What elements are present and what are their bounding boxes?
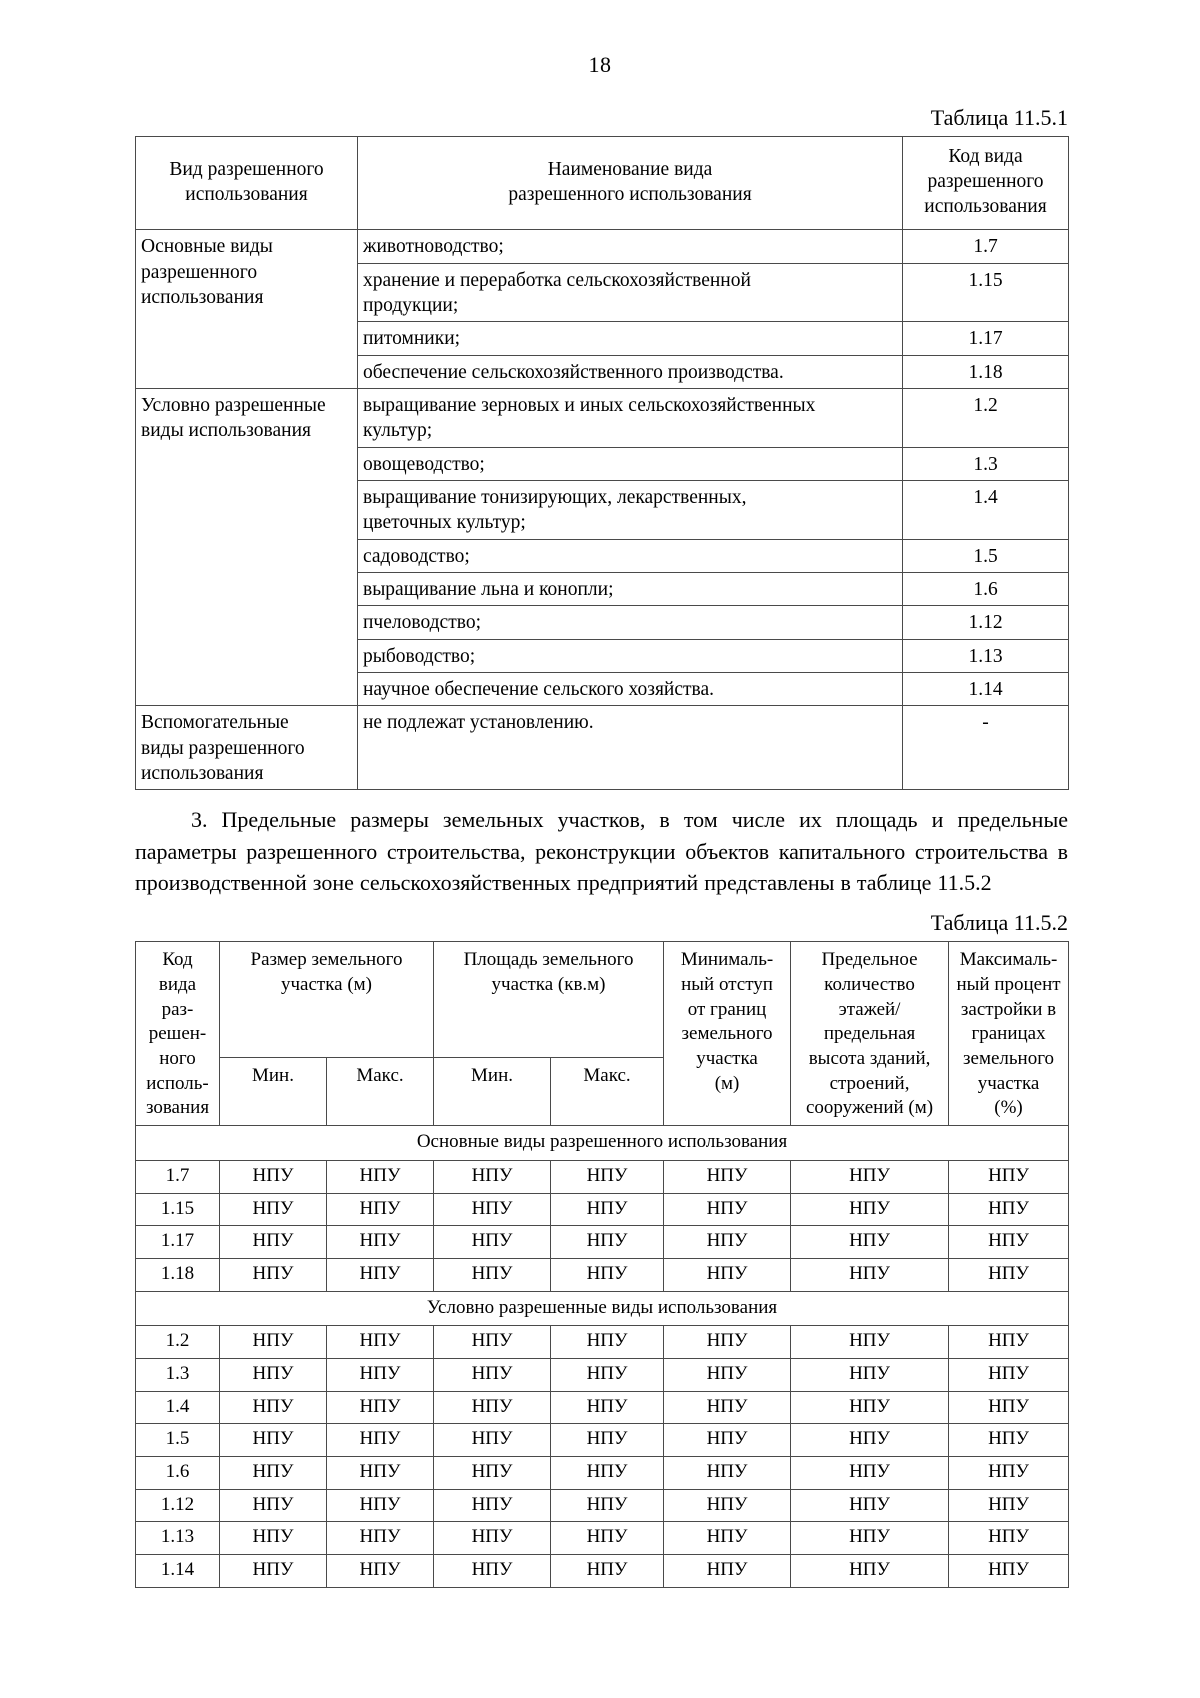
header-max-floors: Предельное количество этажей/ предельная высота зданий, строений, сооружений (м) xyxy=(791,942,949,1126)
cell-size-min: НПУ xyxy=(220,1391,327,1424)
cell-size-min: НПУ xyxy=(220,1522,327,1555)
header-area-min: Мин. xyxy=(434,1057,551,1125)
use-name-cell: обеспечение сельскохозяйственного производства. xyxy=(358,355,903,388)
table-row xyxy=(136,1160,1069,1193)
row-code: 1.18 xyxy=(136,1258,220,1291)
cell-size-max: НПУ xyxy=(327,1258,434,1291)
header-use-type: Вид разрешенного использования xyxy=(136,137,358,230)
cell-size-max: НПУ xyxy=(327,1391,434,1424)
cell-floors: НПУ xyxy=(791,1160,949,1193)
cell-floors: НПУ xyxy=(791,1489,949,1522)
cell-size-max: НПУ xyxy=(327,1358,434,1391)
cell-floors: НПУ xyxy=(791,1391,949,1424)
cell-size-max: НПУ xyxy=(327,1160,434,1193)
section-title-main: Основные виды разрешенного использования xyxy=(136,1126,1069,1161)
cell-area-max: НПУ xyxy=(551,1226,664,1259)
cell-size-max: НПУ xyxy=(327,1555,434,1588)
cell-size-min: НПУ xyxy=(220,1555,327,1588)
cell-setback: НПУ xyxy=(664,1160,791,1193)
cell-floors: НПУ xyxy=(791,1522,949,1555)
cell-area-max: НПУ xyxy=(551,1391,664,1424)
header-max-coverage: Максималь- ный процент застройки в границах земельного участка (%) xyxy=(949,942,1069,1126)
row-code: 1.6 xyxy=(136,1457,220,1490)
cell-coverage: НПУ xyxy=(949,1391,1069,1424)
use-code-cell: 1.18 xyxy=(903,355,1069,388)
table-row xyxy=(136,1193,1069,1226)
cell-area-min: НПУ xyxy=(434,1555,551,1588)
cell-size-min: НПУ xyxy=(220,1226,327,1259)
cell-area-min: НПУ xyxy=(434,1160,551,1193)
cell-size-max: НПУ xyxy=(327,1424,434,1457)
cell-coverage: НПУ xyxy=(949,1258,1069,1291)
row-code: 1.5 xyxy=(136,1424,220,1457)
row-code: 1.7 xyxy=(136,1160,220,1193)
cell-area-min: НПУ xyxy=(434,1193,551,1226)
cell-area-max: НПУ xyxy=(551,1555,664,1588)
use-code-cell: 1.4 xyxy=(903,480,1069,539)
use-name-cell: овощеводство; xyxy=(358,447,903,480)
cell-area-min: НПУ xyxy=(434,1358,551,1391)
table-row xyxy=(136,230,1069,263)
cell-size-max: НПУ xyxy=(327,1522,434,1555)
use-code-cell: 1.7 xyxy=(903,230,1069,263)
cell-size-min: НПУ xyxy=(220,1358,327,1391)
cell-size-min: НПУ xyxy=(220,1258,327,1291)
permitted-use-table xyxy=(135,136,1069,790)
cell-size-min: НПУ xyxy=(220,1326,327,1359)
use-name-cell: садоводство; xyxy=(358,539,903,572)
cell-coverage: НПУ xyxy=(949,1358,1069,1391)
cell-setback: НПУ xyxy=(664,1358,791,1391)
table-row xyxy=(136,1555,1069,1588)
table-2-section-header xyxy=(136,1291,1069,1326)
use-code-cell: 1.13 xyxy=(903,639,1069,672)
row-code: 1.13 xyxy=(136,1522,220,1555)
header-use-code: Код вида разрешенного использования xyxy=(903,137,1069,230)
cell-size-min: НПУ xyxy=(220,1160,327,1193)
table-1-body xyxy=(136,137,1069,790)
header-size-min: Мин. xyxy=(220,1057,327,1125)
header-size-max: Макс. xyxy=(327,1057,434,1125)
cell-size-max: НПУ xyxy=(327,1193,434,1226)
table-row xyxy=(136,1522,1069,1555)
use-code-cell: - xyxy=(903,706,1069,790)
cell-coverage: НПУ xyxy=(949,1160,1069,1193)
cell-floors: НПУ xyxy=(791,1193,949,1226)
cell-area-max: НПУ xyxy=(551,1326,664,1359)
header-min-setback: Минималь- ный отступ от границ земельного участка (м) xyxy=(664,942,791,1126)
use-name-cell: выращивание льна и конопли; xyxy=(358,572,903,605)
cell-area-min: НПУ xyxy=(434,1424,551,1457)
cell-area-max: НПУ xyxy=(551,1193,664,1226)
cell-coverage: НПУ xyxy=(949,1193,1069,1226)
cell-area-min: НПУ xyxy=(434,1489,551,1522)
row-code: 1.15 xyxy=(136,1193,220,1226)
row-code: 1.17 xyxy=(136,1226,220,1259)
cell-area-max: НПУ xyxy=(551,1489,664,1522)
use-name-cell: пчеловодство; xyxy=(358,606,903,639)
use-code-cell: 1.2 xyxy=(903,388,1069,447)
cell-coverage: НПУ xyxy=(949,1226,1069,1259)
cell-area-max: НПУ xyxy=(551,1424,664,1457)
use-name-cell: выращивание зерновых и иных сельскохозяйственных культур; xyxy=(358,388,903,447)
cell-setback: НПУ xyxy=(664,1391,791,1424)
cell-area-min: НПУ xyxy=(434,1457,551,1490)
cell-floors: НПУ xyxy=(791,1457,949,1490)
table-2-section-header xyxy=(136,1126,1069,1161)
cell-setback: НПУ xyxy=(664,1193,791,1226)
table-1-caption: Таблица 11.5.1 xyxy=(930,105,1068,130)
table-row xyxy=(136,1489,1069,1522)
use-name-cell: животноводство; xyxy=(358,230,903,263)
cell-floors: НПУ xyxy=(791,1555,949,1588)
cell-size-min: НПУ xyxy=(220,1489,327,1522)
cell-size-max: НПУ xyxy=(327,1326,434,1359)
cell-floors: НПУ xyxy=(791,1258,949,1291)
use-type-cell: Основные виды разрешенного использования xyxy=(136,230,358,389)
page-content xyxy=(135,105,1068,1588)
row-code: 1.12 xyxy=(136,1489,220,1522)
cell-coverage: НПУ xyxy=(949,1424,1069,1457)
cell-setback: НПУ xyxy=(664,1258,791,1291)
cell-size-min: НПУ xyxy=(220,1193,327,1226)
cell-setback: НПУ xyxy=(664,1457,791,1490)
cell-setback: НПУ xyxy=(664,1555,791,1588)
use-code-cell: 1.17 xyxy=(903,322,1069,355)
use-name-cell: не подлежат установлению. xyxy=(358,706,903,790)
cell-setback: НПУ xyxy=(664,1489,791,1522)
table-2-header-row-1 xyxy=(136,942,1069,1058)
cell-size-min: НПУ xyxy=(220,1457,327,1490)
cell-area-min: НПУ xyxy=(434,1258,551,1291)
table-2-body xyxy=(136,942,1069,1587)
cell-coverage: НПУ xyxy=(949,1489,1069,1522)
cell-coverage: НПУ xyxy=(949,1522,1069,1555)
cell-size-min: НПУ xyxy=(220,1424,327,1457)
table-row xyxy=(136,1391,1069,1424)
limit-parameters-table xyxy=(135,941,1069,1587)
use-name-cell: рыбоводство; xyxy=(358,639,903,672)
use-code-cell: 1.6 xyxy=(903,572,1069,605)
table-row xyxy=(136,388,1069,447)
cell-setback: НПУ xyxy=(664,1226,791,1259)
table-row xyxy=(136,1358,1069,1391)
use-code-cell: 1.15 xyxy=(903,263,1069,322)
use-type-cell: Вспомогательные виды разрешенного использования xyxy=(136,706,358,790)
cell-area-max: НПУ xyxy=(551,1522,664,1555)
use-code-cell: 1.5 xyxy=(903,539,1069,572)
use-code-cell: 1.12 xyxy=(903,606,1069,639)
cell-coverage: НПУ xyxy=(949,1555,1069,1588)
row-code: 1.3 xyxy=(136,1358,220,1391)
cell-area-min: НПУ xyxy=(434,1226,551,1259)
table-row xyxy=(136,1258,1069,1291)
cell-floors: НПУ xyxy=(791,1326,949,1359)
row-code: 1.14 xyxy=(136,1555,220,1588)
cell-area-max: НПУ xyxy=(551,1358,664,1391)
cell-floors: НПУ xyxy=(791,1358,949,1391)
cell-size-max: НПУ xyxy=(327,1457,434,1490)
row-code: 1.4 xyxy=(136,1391,220,1424)
cell-area-min: НПУ xyxy=(434,1522,551,1555)
table-row xyxy=(136,706,1069,790)
section-title-conditional: Условно разрешенные виды использования xyxy=(136,1291,1069,1326)
page-number: 18 xyxy=(588,52,612,77)
use-type-cell: Условно разрешенные виды использования xyxy=(136,388,358,705)
cell-coverage: НПУ xyxy=(949,1326,1069,1359)
cell-area-min: НПУ xyxy=(434,1391,551,1424)
table-1-header-row xyxy=(136,137,1069,230)
use-code-cell: 1.3 xyxy=(903,447,1069,480)
cell-area-max: НПУ xyxy=(551,1160,664,1193)
cell-floors: НПУ xyxy=(791,1226,949,1259)
cell-coverage: НПУ xyxy=(949,1457,1069,1490)
header-plot-area-group: Площадь земельного участка (кв.м) xyxy=(434,942,664,1058)
cell-floors: НПУ xyxy=(791,1424,949,1457)
paragraph-3: 3. Предельные размеры земельных участков, в том числе их площадь и предельные параметры разрешенного строительства, реконструкции объектов капитального строительства в производственной зоне сельскохозяйственных предприятий представлены в таблице 11.5.2 xyxy=(135,807,1068,895)
cell-area-max: НПУ xyxy=(551,1457,664,1490)
use-code-cell: 1.14 xyxy=(903,672,1069,705)
header-use-name: Наименование вида разрешенного использования xyxy=(358,137,903,230)
use-name-cell: питомники; xyxy=(358,322,903,355)
table-row xyxy=(136,1424,1069,1457)
header-code: Код вида раз- решен- ного исполь- зования xyxy=(136,942,220,1126)
cell-setback: НПУ xyxy=(664,1424,791,1457)
cell-setback: НПУ xyxy=(664,1326,791,1359)
table-row xyxy=(136,1326,1069,1359)
cell-size-max: НПУ xyxy=(327,1226,434,1259)
cell-size-max: НПУ xyxy=(327,1489,434,1522)
row-code: 1.2 xyxy=(136,1326,220,1359)
use-name-cell: выращивание тонизирующих, лекарственных, цветочных культур; xyxy=(358,480,903,539)
use-name-cell: научное обеспечение сельского хозяйства. xyxy=(358,672,903,705)
cell-setback: НПУ xyxy=(664,1522,791,1555)
use-name-cell: хранение и переработка сельскохозяйственной продукции; xyxy=(358,263,903,322)
header-area-max: Макс. xyxy=(551,1057,664,1125)
cell-area-min: НПУ xyxy=(434,1326,551,1359)
cell-area-max: НПУ xyxy=(551,1258,664,1291)
table-row xyxy=(136,1457,1069,1490)
table-row xyxy=(136,1226,1069,1259)
header-plot-size-group: Размер земельного участка (м) xyxy=(220,942,434,1058)
table-2-caption: Таблица 11.5.2 xyxy=(930,910,1068,936)
